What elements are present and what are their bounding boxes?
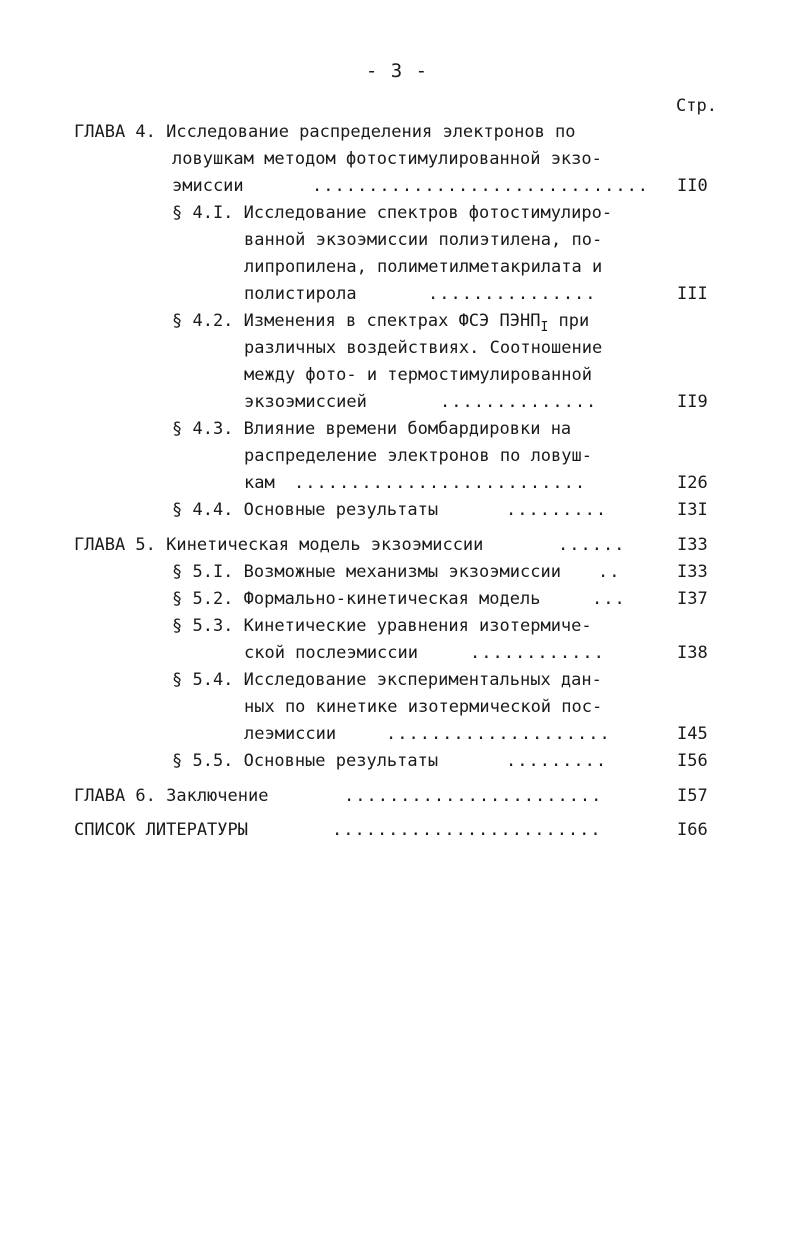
section-5-4-page: I45 — [677, 724, 708, 744]
section-5-2-page: I37 — [677, 589, 708, 609]
leader-dots: ......... — [506, 500, 608, 520]
leader-dots: .......................... — [294, 473, 587, 493]
section-5-3-line1: § 5.3. Кинетические уравнения изотермиче- — [172, 616, 592, 636]
section-4-4-page: I3I — [677, 500, 708, 520]
section-4-2-line1 — [172, 311, 589, 338]
section-5-4-line3: леэмиссии — [244, 724, 337, 744]
section-4-3-line2: распределение электронов по ловуш- — [244, 446, 592, 466]
subscript-i: I — [540, 320, 549, 335]
leader-dots: ........................ — [332, 820, 602, 840]
leader-dots: .................... — [386, 724, 611, 744]
leader-dots: .............................. — [312, 176, 650, 196]
section-5-1-page: I33 — [677, 562, 708, 582]
page-column-header: Стр. — [676, 96, 717, 116]
leader-dots: .............. — [440, 392, 598, 412]
bibliography-title: СПИСОК ЛИТЕРАТУРЫ — [74, 820, 248, 840]
section-4-2-line3: между фото- и термостимулированной — [244, 365, 592, 385]
section-4-1-page: III — [677, 284, 708, 304]
section-4-2-text: § 4.2. Изменения в спектрах ФСЭ ПЭНП — [172, 311, 541, 331]
chapter5-title: ГЛАВА 5. Кинетическая модель экзоэмиссии — [74, 535, 484, 555]
section-5-1-line1: § 5.I. Возможные механизмы экзоэмиссии — [172, 562, 561, 582]
leader-dots: ............... — [428, 284, 597, 304]
section-4-1-line1: § 4.I. Исследование спектров фотостимулиро- — [172, 203, 613, 223]
section-5-5-page: I56 — [677, 751, 708, 771]
section-5-4-line1: § 5.4. Исследование экспериментальных дан- — [172, 670, 602, 690]
section-4-1-line4: полистирола — [244, 284, 357, 304]
section-4-3-line3: кам — [244, 473, 275, 493]
section-4-1-line2: ванной экзоэмиссии полиэтилена, по- — [244, 230, 603, 250]
leader-dots: ... — [592, 589, 626, 609]
section-4-2-line4: экзоэмиссией — [244, 392, 367, 412]
section-4-4-line1: § 4.4. Основные результаты — [172, 500, 439, 520]
leader-dots: ....................... — [344, 786, 603, 806]
leader-dots: .. — [598, 562, 621, 582]
section-4-3-line1: § 4.3. Влияние времени бомбардировки на — [172, 419, 572, 439]
chapter4-title-line3: эмиссии — [172, 176, 244, 196]
chapter5-page: I33 — [677, 535, 708, 555]
section-5-5-line1: § 5.5. Основные результаты — [172, 751, 439, 771]
chapter4-page: II0 — [677, 176, 708, 196]
section-5-3-page: I38 — [677, 643, 708, 663]
chapter4-title-line1: ГЛАВА 4. Исследование распределения электронов по — [74, 122, 576, 142]
section-5-2-line1: § 5.2. Формально-кинетическая модель — [172, 589, 541, 609]
chapter6-title: ГЛАВА 6. Заключение — [74, 786, 269, 806]
chapter6-page: I57 — [677, 786, 708, 806]
page-number: - 3 - — [365, 60, 429, 82]
section-4-2-text-cont: при — [548, 311, 590, 331]
section-5-4-line2: ных по кинетике изотермической пос- — [244, 697, 603, 717]
leader-dots: ......... — [506, 751, 608, 771]
section-5-3-line2: ской послеэмиссии — [244, 643, 418, 663]
section-4-2-line2: различных воздействиях. Соотношение — [244, 338, 603, 358]
leader-dots: ............ — [470, 643, 605, 663]
section-4-1-line3: липропилена, полиметилметакрилата и — [244, 257, 603, 277]
bibliography-page: I66 — [677, 820, 708, 840]
section-4-3-page: I26 — [677, 473, 708, 493]
section-4-2-page: II9 — [677, 392, 708, 412]
leader-dots: ...... — [558, 535, 626, 555]
chapter4-title-line2: ловушкам методом фотостимулированной экзо- — [172, 149, 602, 169]
